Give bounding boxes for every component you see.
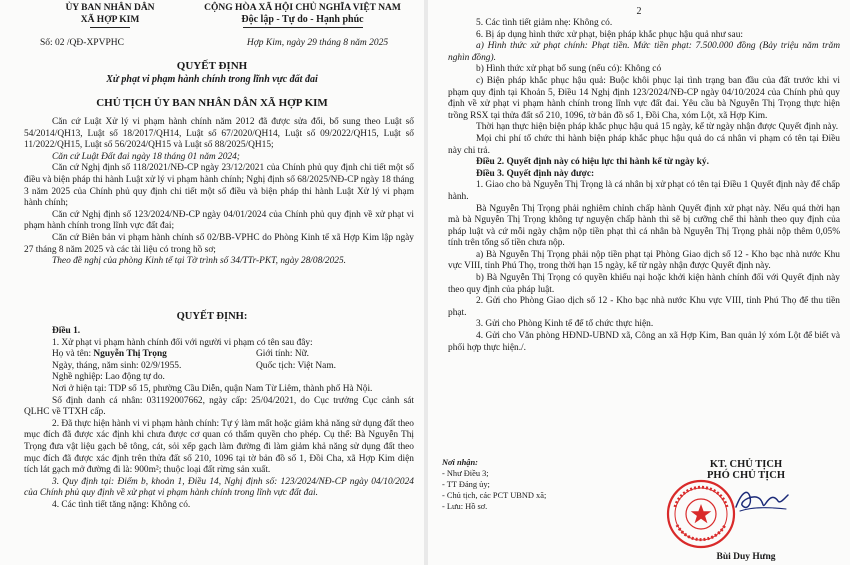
decision-verb: QUYẾT ĐỊNH: bbox=[176, 311, 248, 322]
art1-clause-4: 4. Các tình tiết tăng nặng: Không có. bbox=[52, 499, 191, 510]
document-subtitle: Xử phạt vi phạm hành chính trong lĩnh vực đất đai bbox=[106, 74, 318, 85]
clause: Mọi chi phí tổ chức thi hành biện pháp khắc phục hậu quả do cá nhân vi phạm có tên tại Điều này chi trả. bbox=[448, 133, 840, 156]
clause: b) Hình thức xử phạt bổ sung (nếu có): Không có bbox=[476, 64, 662, 75]
nationality: Quốc tịch: Việt Nam. bbox=[256, 360, 336, 371]
national-motto: Độc lập - Tự do - Hạnh phúc bbox=[241, 14, 364, 25]
agency-line-1: ỦY BAN NHÂN DÂN bbox=[65, 3, 155, 13]
basis-item: Căn cứ Nghị định số 123/2024/NĐ-CP ngày 04/01/2024 của Chính phủ quy định về xử phạt vi phạm hành chính trong lĩnh vực đất đai; bbox=[24, 209, 414, 232]
article-1 bbox=[24, 326, 414, 512]
article-1-heading: Điều 1. bbox=[52, 326, 81, 336]
official-seal-icon bbox=[663, 477, 741, 549]
document-title: QUYẾT ĐỊNH bbox=[176, 60, 248, 72]
art1-clause-1: 1. Xử phạt vi phạm hành chính đối với người vi phạm có tên sau đây: bbox=[52, 337, 313, 348]
violator-name: Nguyễn Thị Trọng bbox=[93, 349, 167, 360]
clause: Thời hạn thực hiện biện pháp khắc phục hậu quả 15 ngày, kể từ ngày nhận được Quyết định này. bbox=[476, 122, 839, 133]
motto-underline bbox=[243, 27, 363, 28]
clause-fine: a) Hình thức xử phạt chính: Phạt tiền. Mức tiền phạt: 7.500.000 đồng (Bảy triệu năm trăm nghìn đồng). bbox=[448, 41, 840, 63]
name-label: Họ và tên: bbox=[52, 349, 94, 360]
basis-item: Theo đề nghị của phòng Kinh tế tại Tờ trình số 34/TTr-PKT, ngày 28/08/2025. bbox=[52, 256, 346, 267]
art1-clause-2: 2. Đã thực hiện hành vi vi phạm hành chính: Tự ý làm mất hoặc giảm khả năng sử dụng đất theo mục đích đã được xác định khi chưa được cơ quan có thẩm quyền cho phép. Cụ thể: Bà Nguyễn Thị Trọng đưa vật liệu gạch bê tông, cát, sỏi xếp gạch làm đường đi làm giảm khả năng sử dụng đất theo mục đích đã được xác định trên thửa đất số 210, 1096 tại tờ bản đồ số 1, Đồi Cha, xã Hợp Kim diện tích lát gạch mở đường đi là: 900m²; thuộc loại đất rừng sản xuất. bbox=[24, 418, 414, 476]
national-header bbox=[185, 2, 420, 28]
signer-name: Bùi Duy Hưng bbox=[716, 552, 776, 562]
basis-item: Căn cứ Luật Xử lý vi phạm hành chính năm 2012 đã được sửa đổi, bổ sung theo Luật số 54/2014/QH13, Luật số 18/2017/QH14, Luật số 67/2020/QH14, Luật số 09/2022/QH15, Luật số 11/2022/QH15, Luật số 56/2024/QH15 và Luật số 88/2025/QH15; bbox=[24, 117, 414, 151]
agency-line-2: XÃ HỢP KIM bbox=[80, 15, 140, 25]
occupation: Nghề nghiệp: Lao động tự do. bbox=[52, 372, 165, 383]
gender: Giới tính: Nữ. bbox=[256, 349, 310, 360]
recipients-heading: Nơi nhận: bbox=[442, 458, 478, 467]
basis-item: Căn cứ Nghị định số 118/2021/NĐ-CP ngày 23/12/2021 của Chính phủ quy định chi tiết một số điều và biện pháp thi hành Luật xử lý vi phạm hành chính; Nghị định số 68/2025/NĐ-CP ngày 18 tháng 3 năm 2025 của Chính phủ quy định chi tiết một số điều và biện pháp thi hành Luật Xử lý vi phạm hành chính; bbox=[24, 163, 414, 209]
signature-block bbox=[646, 459, 846, 562]
nation-name: CỘNG HÒA XÃ HỘI CHỦ NGHĨA VIỆT NAM bbox=[204, 3, 401, 13]
sign-position: PHÓ CHỦ TỊCH bbox=[707, 470, 785, 481]
clause: 5. Các tình tiết giảm nhẹ: Không có. bbox=[476, 18, 613, 28]
recipient-item: - Chủ tịch, các PCT UBND xã; bbox=[442, 491, 547, 500]
clause: a) Bà Nguyễn Thị Trọng phải nộp tiền phạt tại Phòng Giao dịch số 12 - Kho bạc nhà nước Khu vực VIII, tỉnh Phú Thọ, trong thời hạn 15 ngày, kể từ ngày nhận được Quyết định này. bbox=[448, 249, 840, 272]
decision-page-2 bbox=[428, 0, 850, 565]
agency-underline bbox=[90, 27, 130, 28]
page-number: 2 bbox=[636, 6, 642, 17]
clause: 6. Bị áp dụng hình thức xử phạt, biện pháp khắc phục hậu quả như sau: bbox=[476, 29, 744, 40]
sign-title: KT. CHỦ TỊCH bbox=[709, 459, 783, 470]
legal-basis bbox=[24, 117, 414, 268]
article-3-heading: Điều 3. Quyết định này được: bbox=[476, 168, 595, 179]
recipient-item: - TT Đảng ủy; bbox=[442, 480, 490, 489]
issuing-authority: CHỦ TỊCH ỦY BAN NHÂN DÂN XÃ HỢP KIM bbox=[96, 97, 328, 109]
basis-item: Căn cứ Luật Đất đai ngày 18 tháng 01 năm 2024; bbox=[52, 151, 240, 162]
page-2-body bbox=[448, 18, 840, 354]
recipient-item: - Lưu: Hồ sơ. bbox=[442, 502, 488, 511]
clause: 1. Giao cho bà Nguyễn Thị Trọng là cá nhân bị xử phạt có tên tại Điều 1 Quyết định này để chấp hành. bbox=[448, 180, 840, 202]
clause-remedy: c) Biện pháp khắc phục hậu quả: Buộc khôi phục lại tình trạng ban đầu của đất trước khi vi phạm quy định tại Khoản 5, Điều 14 Nghị định 123/2024/NĐ-CP ngày 04/10/2024 của Chính phủ quy định về xử phạt vi phạm hành chính trong lĩnh vực đất đai. Yêu cầu bà Nguyễn Thị Trọng thực hiện trồng RSX tại thửa đất số 210, 1096, tờ bản đồ số 1, Đồi Cha, xóm Lột, xã Hợp Kim. bbox=[448, 75, 840, 121]
decision-page-1 bbox=[0, 0, 424, 565]
date-of-birth: Ngày, tháng, năm sinh: 02/9/1955. bbox=[52, 360, 182, 371]
recipient-item: - Như Điều 3; bbox=[442, 469, 489, 478]
document-number: Số: 02 /QĐ-XPVPHC bbox=[40, 38, 124, 48]
clause: 4. Gửi cho Văn phòng HĐND-UBND xã, Công an xã Hợp Kim, Ban quản lý xóm Lột để biết và phối hợp thực hiện./. bbox=[448, 331, 840, 353]
clause: 3. Gửi cho Phòng Kinh tế để tổ chức thực hiện. bbox=[476, 319, 654, 330]
recipients-list bbox=[442, 457, 602, 512]
residence: Nơi ở hiện tại: TDP số 15, phường Cầu Diễn, quận Nam Từ Liêm, thành phố Hà Nội. bbox=[52, 383, 373, 394]
clause: Bà Nguyễn Thị Trọng phải nghiêm chỉnh chấp hành Quyết định xử phạt này. Nếu quá thời hạn mà bà Nguyễn Thị Trọng không tự nguyện chấp hành thì sẽ bị cưỡng chế thi hành theo quy định của pháp luật và cứ mỗi ngày chậm nộp tiền phạt thì cá nhân bà Nguyễn Thị Trọng phải nộp thêm 0,05% tính trên tổng số tiền chưa nộp. bbox=[448, 203, 840, 249]
handwritten-signature-icon bbox=[732, 485, 790, 515]
issuing-agency bbox=[40, 2, 180, 28]
clause: 2. Gửi cho Phòng Giao dịch số 12 - Kho bạc nhà nước Khu vực VIII, tỉnh Phú Thọ để thu tiền phạt. bbox=[448, 296, 840, 318]
art1-clause-3: 3. Quy định tại: Điểm b, khoản 1, Điều 14, Nghị định số: 123/2024/NĐ-CP ngày 04/10/2024 của Chính phủ quy định về xử phạt vi phạm hành chính trong lĩnh vực đất đai. bbox=[24, 476, 414, 499]
clause: b) Bà Nguyễn Thị Trọng có quyền khiếu nại hoặc khởi kiện hành chính đối với Quyết định này theo quy định của pháp luật. bbox=[448, 273, 840, 295]
article-2: Điều 2. Quyết định này có hiệu lực thi hành kể từ ngày ký. bbox=[476, 157, 709, 168]
id-card: Số định danh cá nhân: 031192007662, ngày cấp: 25/04/2021, do Cục trưởng Cục cảnh sát QLHC về TTXH cấp. bbox=[24, 395, 414, 418]
place-and-date: Hợp Kim, ngày 29 tháng 8 năm 2025 bbox=[246, 38, 389, 48]
basis-item: Căn cứ Biên bản vi phạm hành chính số 02/BB-VPHC do Phòng Kinh tế xã Hợp Kim lập ngày 27 tháng 8 năm 2025 và các tài liệu có trong hồ sơ; bbox=[24, 232, 414, 255]
